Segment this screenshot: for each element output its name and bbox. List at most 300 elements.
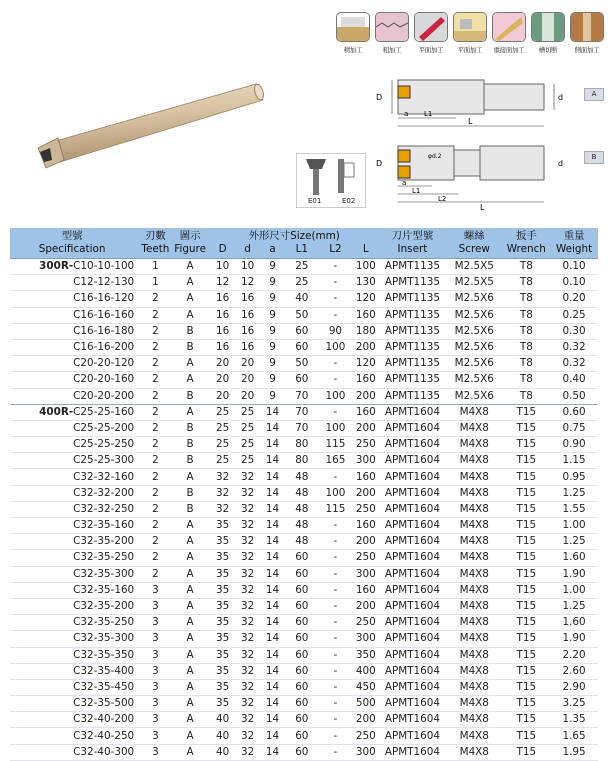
spec-code: C16-16-160 — [73, 308, 135, 321]
L-cell: 200 — [353, 598, 379, 614]
insert-cell: APMT1604 — [379, 501, 446, 517]
wrench-cell: T8 — [502, 307, 550, 323]
table-row — [10, 469, 598, 485]
spec-cell — [10, 453, 140, 469]
table-row — [10, 534, 598, 550]
table-row — [10, 728, 598, 744]
wrench-cell: T15 — [502, 518, 550, 534]
L2-cell: - — [318, 259, 353, 275]
spec-code: C32-35-350 — [73, 648, 135, 661]
header-L1: L1 — [286, 243, 319, 259]
weight-cell: 0.10 — [550, 259, 598, 275]
series-prefix: 300R- — [39, 260, 74, 273]
table-row — [10, 356, 598, 372]
D-cell: 32 — [210, 501, 236, 517]
teeth-cell: 2 — [140, 501, 170, 517]
fig-cell: B — [171, 437, 210, 453]
fig-cell: A — [171, 744, 210, 760]
spec-cell — [10, 518, 140, 534]
L2-cell: 100 — [318, 388, 353, 404]
spec-cell — [10, 259, 140, 275]
wrench-cell: T15 — [502, 679, 550, 695]
teeth-cell: 3 — [140, 712, 170, 728]
spec-code: C32-32-250 — [73, 502, 135, 515]
d-cell: 32 — [236, 501, 260, 517]
wrench-cell: T15 — [502, 647, 550, 663]
insert-cell: APMT1604 — [379, 728, 446, 744]
weight-cell: 1.00 — [550, 518, 598, 534]
D-cell: 25 — [210, 404, 236, 420]
insert-cell: APMT1604 — [379, 518, 446, 534]
spec-cell — [10, 566, 140, 582]
table-row — [10, 582, 598, 598]
dim-a: a — [404, 110, 409, 118]
spec-code: C32-40-250 — [73, 729, 135, 742]
teeth-cell: 2 — [140, 550, 170, 566]
screw-cell: M4X8 — [446, 647, 502, 663]
weight-cell: 1.95 — [550, 744, 598, 760]
L-cell: 100 — [353, 259, 379, 275]
d-cell: 32 — [236, 598, 260, 614]
insert-cell: APMT1604 — [379, 598, 446, 614]
operation-label: 重接面加工 — [493, 46, 525, 54]
fig-cell: A — [171, 534, 210, 550]
wrench-cell: T15 — [502, 420, 550, 436]
L2-cell: - — [318, 534, 353, 550]
insert-cell: APMT1604 — [379, 712, 446, 728]
D-cell: 25 — [210, 420, 236, 436]
D-cell: 16 — [210, 323, 236, 339]
L2-cell: - — [318, 744, 353, 760]
d-cell: 32 — [236, 679, 260, 695]
L1-cell: 50 — [286, 307, 319, 323]
L-cell: 200 — [353, 485, 379, 501]
a-cell: 14 — [260, 712, 286, 728]
table-row — [10, 501, 598, 517]
fig-cell: A — [171, 631, 210, 647]
fig-cell: A — [171, 404, 210, 420]
figure-a-tag: A — [584, 88, 604, 101]
spec-cell — [10, 712, 140, 728]
a-cell: 14 — [260, 582, 286, 598]
spec-code: C16-16-120 — [73, 292, 135, 305]
teeth-cell: 2 — [140, 518, 170, 534]
D-cell: 35 — [210, 518, 236, 534]
D-cell: 25 — [210, 453, 236, 469]
L-cell: 180 — [353, 323, 379, 339]
table-row — [10, 598, 598, 614]
spec-code: C20-20-120 — [73, 357, 135, 370]
header-spec-en: Specification — [10, 243, 140, 259]
wrench-cell: T15 — [502, 728, 550, 744]
spec-code: C32-35-250 — [73, 616, 135, 629]
insert-cell: APMT1604 — [379, 437, 446, 453]
operation-item — [373, 12, 411, 54]
L1-cell: 60 — [286, 744, 319, 760]
d-cell: 32 — [236, 485, 260, 501]
spec-cell — [10, 744, 140, 760]
teeth-cell: 2 — [140, 485, 170, 501]
insert-cell: APMT1135 — [379, 275, 446, 291]
D-cell: 35 — [210, 534, 236, 550]
teeth-cell: 2 — [140, 388, 170, 404]
spec-cell — [10, 275, 140, 291]
L-cell: 200 — [353, 712, 379, 728]
wrench-cell: T15 — [502, 615, 550, 631]
header-teeth-en: Teeth — [140, 243, 170, 259]
teeth-cell: 3 — [140, 696, 170, 712]
wrench-cell: T8 — [502, 372, 550, 388]
table-row — [10, 518, 598, 534]
a-cell: 14 — [260, 469, 286, 485]
spec-cell — [10, 420, 140, 436]
spec-code: C25-25-160 — [73, 405, 135, 418]
plane-milling-2-icon — [453, 12, 487, 42]
spec-cell — [10, 696, 140, 712]
table-row — [10, 631, 598, 647]
L-cell: 300 — [353, 744, 379, 760]
screw-cell: M2.5X6 — [446, 291, 502, 307]
insert-cell: APMT1604 — [379, 647, 446, 663]
fig-cell: A — [171, 663, 210, 679]
L2-cell: - — [318, 307, 353, 323]
table-row — [10, 275, 598, 291]
table-row — [10, 404, 598, 420]
insert-cell: APMT1135 — [379, 388, 446, 404]
weight-cell: 1.90 — [550, 631, 598, 647]
header-insert-zh: 刀片型號 — [379, 228, 446, 243]
weight-cell: 1.25 — [550, 598, 598, 614]
spec-cell — [10, 485, 140, 501]
header-d: d — [236, 243, 260, 259]
header-L: L — [353, 243, 379, 259]
table-row — [10, 712, 598, 728]
spec-cell — [10, 647, 140, 663]
dim-L: L — [480, 203, 485, 212]
spec-table — [10, 228, 598, 761]
fig-cell: A — [171, 291, 210, 307]
fig-cell: A — [171, 598, 210, 614]
L1-cell: 25 — [286, 259, 319, 275]
teeth-cell: 3 — [140, 598, 170, 614]
L1-cell: 48 — [286, 485, 319, 501]
D-cell: 40 — [210, 712, 236, 728]
header-size: 外形尺寸Size(mm) — [210, 228, 379, 243]
screw-cell: M2.5X6 — [446, 307, 502, 323]
L2-cell: - — [318, 275, 353, 291]
insert-cell: APMT1604 — [379, 550, 446, 566]
a-cell: 14 — [260, 647, 286, 663]
wrench-cell: T15 — [502, 437, 550, 453]
insert-cell: APMT1135 — [379, 372, 446, 388]
header-wrench-en: Wrench — [502, 243, 550, 259]
L1-cell: 40 — [286, 291, 319, 307]
d-cell: 32 — [236, 712, 260, 728]
teeth-cell: 1 — [140, 259, 170, 275]
wrench-cell: T15 — [502, 598, 550, 614]
insert-cell: APMT1135 — [379, 339, 446, 355]
insert-cell: APMT1604 — [379, 404, 446, 420]
L1-cell: 80 — [286, 453, 319, 469]
table-row — [10, 291, 598, 307]
a-cell: 9 — [260, 323, 286, 339]
weight-cell: 1.60 — [550, 615, 598, 631]
screw-cell: M4X8 — [446, 582, 502, 598]
L2-cell: - — [318, 372, 353, 388]
insert-cell: APMT1604 — [379, 631, 446, 647]
operation-label: 槽切断 — [538, 46, 558, 54]
end-milling-icon — [336, 12, 370, 42]
teeth-cell: 2 — [140, 307, 170, 323]
side-milling-icon — [570, 12, 604, 42]
dim-L2: L2 — [438, 195, 447, 203]
fig-cell: A — [171, 550, 210, 566]
weight-cell: 1.15 — [550, 453, 598, 469]
wrench-cell: T15 — [502, 534, 550, 550]
wrench-cell: T8 — [502, 291, 550, 307]
fig-cell: B — [171, 453, 210, 469]
insert-e02-label: E02 — [342, 197, 356, 205]
d-cell: 32 — [236, 550, 260, 566]
slotting-icon — [531, 12, 565, 42]
table-row — [10, 550, 598, 566]
operation-icons — [334, 12, 607, 54]
header-screw-zh: 螺絲 — [446, 228, 502, 243]
L1-cell: 80 — [286, 437, 319, 453]
L1-cell: 70 — [286, 420, 319, 436]
screw-cell: M4X8 — [446, 404, 502, 420]
teeth-cell: 3 — [140, 679, 170, 695]
L2-cell: - — [318, 615, 353, 631]
d-cell: 32 — [236, 647, 260, 663]
spec-code: C32-35-300 — [73, 567, 135, 580]
header-screw-en: Screw — [446, 243, 502, 259]
d-cell: 32 — [236, 631, 260, 647]
spec-cell — [10, 631, 140, 647]
operation-label: 平面加工 — [418, 46, 444, 54]
weight-cell: 1.25 — [550, 485, 598, 501]
L-cell: 200 — [353, 534, 379, 550]
fig-cell: A — [171, 518, 210, 534]
screw-cell: M4X8 — [446, 696, 502, 712]
L2-cell: - — [318, 631, 353, 647]
spec-cell — [10, 437, 140, 453]
fig-cell: A — [171, 275, 210, 291]
a-cell: 9 — [260, 275, 286, 291]
wrench-cell: T8 — [502, 388, 550, 404]
wrench-cell: T15 — [502, 485, 550, 501]
fig-cell: A — [171, 712, 210, 728]
teeth-cell: 2 — [140, 469, 170, 485]
wrench-cell: T8 — [502, 259, 550, 275]
spec-code: C25-25-300 — [73, 454, 135, 467]
L-cell: 500 — [353, 696, 379, 712]
spec-code: C32-35-300 — [73, 632, 135, 645]
d-cell: 32 — [236, 566, 260, 582]
weight-cell: 1.00 — [550, 582, 598, 598]
screw-cell: M4X8 — [446, 518, 502, 534]
table-row — [10, 696, 598, 712]
D-cell: 35 — [210, 598, 236, 614]
spec-code: C32-35-500 — [73, 697, 135, 710]
L-cell: 120 — [353, 291, 379, 307]
wrench-cell: T15 — [502, 582, 550, 598]
operation-item — [412, 12, 450, 54]
wrench-cell: T15 — [502, 501, 550, 517]
wrench-cell: T8 — [502, 275, 550, 291]
D-cell: 10 — [210, 259, 236, 275]
fig-cell: A — [171, 307, 210, 323]
screw-cell: M4X8 — [446, 420, 502, 436]
dim-L1: L1 — [412, 187, 421, 195]
weight-cell: 1.65 — [550, 728, 598, 744]
L-cell: 130 — [353, 275, 379, 291]
spec-code: C20-20-160 — [73, 373, 135, 386]
header-L2: L2 — [318, 243, 353, 259]
d-cell: 32 — [236, 534, 260, 550]
L-cell: 400 — [353, 663, 379, 679]
spec-code: C32-35-200 — [73, 600, 135, 613]
L2-cell: - — [318, 518, 353, 534]
L1-cell: 60 — [286, 550, 319, 566]
wrench-cell: T15 — [502, 453, 550, 469]
insert-cell: APMT1604 — [379, 534, 446, 550]
L2-cell: - — [318, 582, 353, 598]
D-cell: 16 — [210, 307, 236, 323]
d-cell: 25 — [236, 437, 260, 453]
operation-label: 平面加工 — [457, 46, 483, 54]
header-weight-en: Weight — [550, 243, 598, 259]
d-cell: 32 — [236, 582, 260, 598]
table-row — [10, 259, 598, 275]
fig-cell: A — [171, 566, 210, 582]
D-cell: 25 — [210, 437, 236, 453]
fig-cell: A — [171, 647, 210, 663]
L1-cell: 48 — [286, 518, 319, 534]
D-cell: 35 — [210, 647, 236, 663]
L2-cell: - — [318, 663, 353, 679]
fig-cell: A — [171, 582, 210, 598]
dim-d2: φd.2 — [428, 153, 442, 160]
teeth-cell: 2 — [140, 420, 170, 436]
spec-code: C32-40-200 — [73, 713, 135, 726]
D-cell: 35 — [210, 696, 236, 712]
operation-label: 粗加工 — [382, 46, 402, 54]
spec-cell — [10, 388, 140, 404]
spec-cell — [10, 728, 140, 744]
weight-cell: 0.30 — [550, 323, 598, 339]
a-cell: 9 — [260, 339, 286, 355]
screw-cell: M4X8 — [446, 598, 502, 614]
spec-cell — [10, 469, 140, 485]
spec-code: C20-20-200 — [73, 389, 135, 402]
table-row — [10, 744, 598, 760]
a-cell: 14 — [260, 566, 286, 582]
dim-L: L — [468, 117, 473, 126]
fig-cell: A — [171, 679, 210, 695]
screw-cell: M4X8 — [446, 679, 502, 695]
L-cell: 250 — [353, 437, 379, 453]
spec-code: C32-32-160 — [73, 470, 135, 483]
weight-cell: 0.40 — [550, 372, 598, 388]
header-fig-en: Figure — [171, 243, 210, 259]
spec-cell — [10, 307, 140, 323]
insert-cell: APMT1604 — [379, 453, 446, 469]
weight-cell: 3.25 — [550, 696, 598, 712]
insert-cell: APMT1604 — [379, 744, 446, 760]
screw-cell: M4X8 — [446, 550, 502, 566]
screw-cell: M4X8 — [446, 485, 502, 501]
wrench-cell: T15 — [502, 712, 550, 728]
operation-item — [529, 12, 567, 54]
operation-label: 側面加工 — [574, 46, 600, 54]
table-row — [10, 615, 598, 631]
d-cell: 32 — [236, 518, 260, 534]
spec-code: C16-16-180 — [73, 324, 135, 337]
header-weight-zh: 重量 — [550, 228, 598, 243]
teeth-cell: 2 — [140, 356, 170, 372]
teeth-cell: 2 — [140, 372, 170, 388]
insert-cell: APMT1135 — [379, 259, 446, 275]
D-cell: 35 — [210, 679, 236, 695]
screw-cell: M2.5X6 — [446, 372, 502, 388]
table-row — [10, 647, 598, 663]
a-cell: 9 — [260, 356, 286, 372]
spec-cell — [10, 615, 140, 631]
L-cell: 450 — [353, 679, 379, 695]
table-row — [10, 339, 598, 355]
screw-cell: M2.5X6 — [446, 388, 502, 404]
screw-cell: M4X8 — [446, 437, 502, 453]
screw-cell: M4X8 — [446, 744, 502, 760]
header-D: D — [210, 243, 236, 259]
L2-cell: 90 — [318, 323, 353, 339]
table-row — [10, 437, 598, 453]
spec-cell — [10, 323, 140, 339]
weight-cell: 2.20 — [550, 647, 598, 663]
L-cell: 250 — [353, 550, 379, 566]
series-prefix: 400R- — [39, 405, 74, 418]
a-cell: 14 — [260, 534, 286, 550]
L2-cell: - — [318, 728, 353, 744]
dim-D: D — [376, 93, 383, 102]
L2-cell: 165 — [318, 453, 353, 469]
L-cell: 350 — [353, 647, 379, 663]
header-fig-zh: 圖示 — [171, 228, 210, 243]
insert-cell: APMT1135 — [379, 307, 446, 323]
operation-item — [451, 12, 489, 54]
spec-code: C32-32-200 — [73, 486, 135, 499]
spec-cell — [10, 598, 140, 614]
d-cell: 16 — [236, 323, 260, 339]
wrench-cell: T15 — [502, 469, 550, 485]
insert-cell: APMT1135 — [379, 356, 446, 372]
spec-code: C32-35-450 — [73, 680, 135, 693]
teeth-cell: 2 — [140, 437, 170, 453]
L1-cell: 50 — [286, 356, 319, 372]
D-cell: 40 — [210, 728, 236, 744]
d-cell: 20 — [236, 388, 260, 404]
header-wrench-zh: 扳手 — [502, 228, 550, 243]
a-cell: 14 — [260, 518, 286, 534]
insert-cell: APMT1604 — [379, 485, 446, 501]
L2-cell: 100 — [318, 485, 353, 501]
wrench-cell: T15 — [502, 566, 550, 582]
d-cell: 10 — [236, 259, 260, 275]
D-cell: 16 — [210, 339, 236, 355]
L-cell: 160 — [353, 404, 379, 420]
D-cell: 40 — [210, 744, 236, 760]
